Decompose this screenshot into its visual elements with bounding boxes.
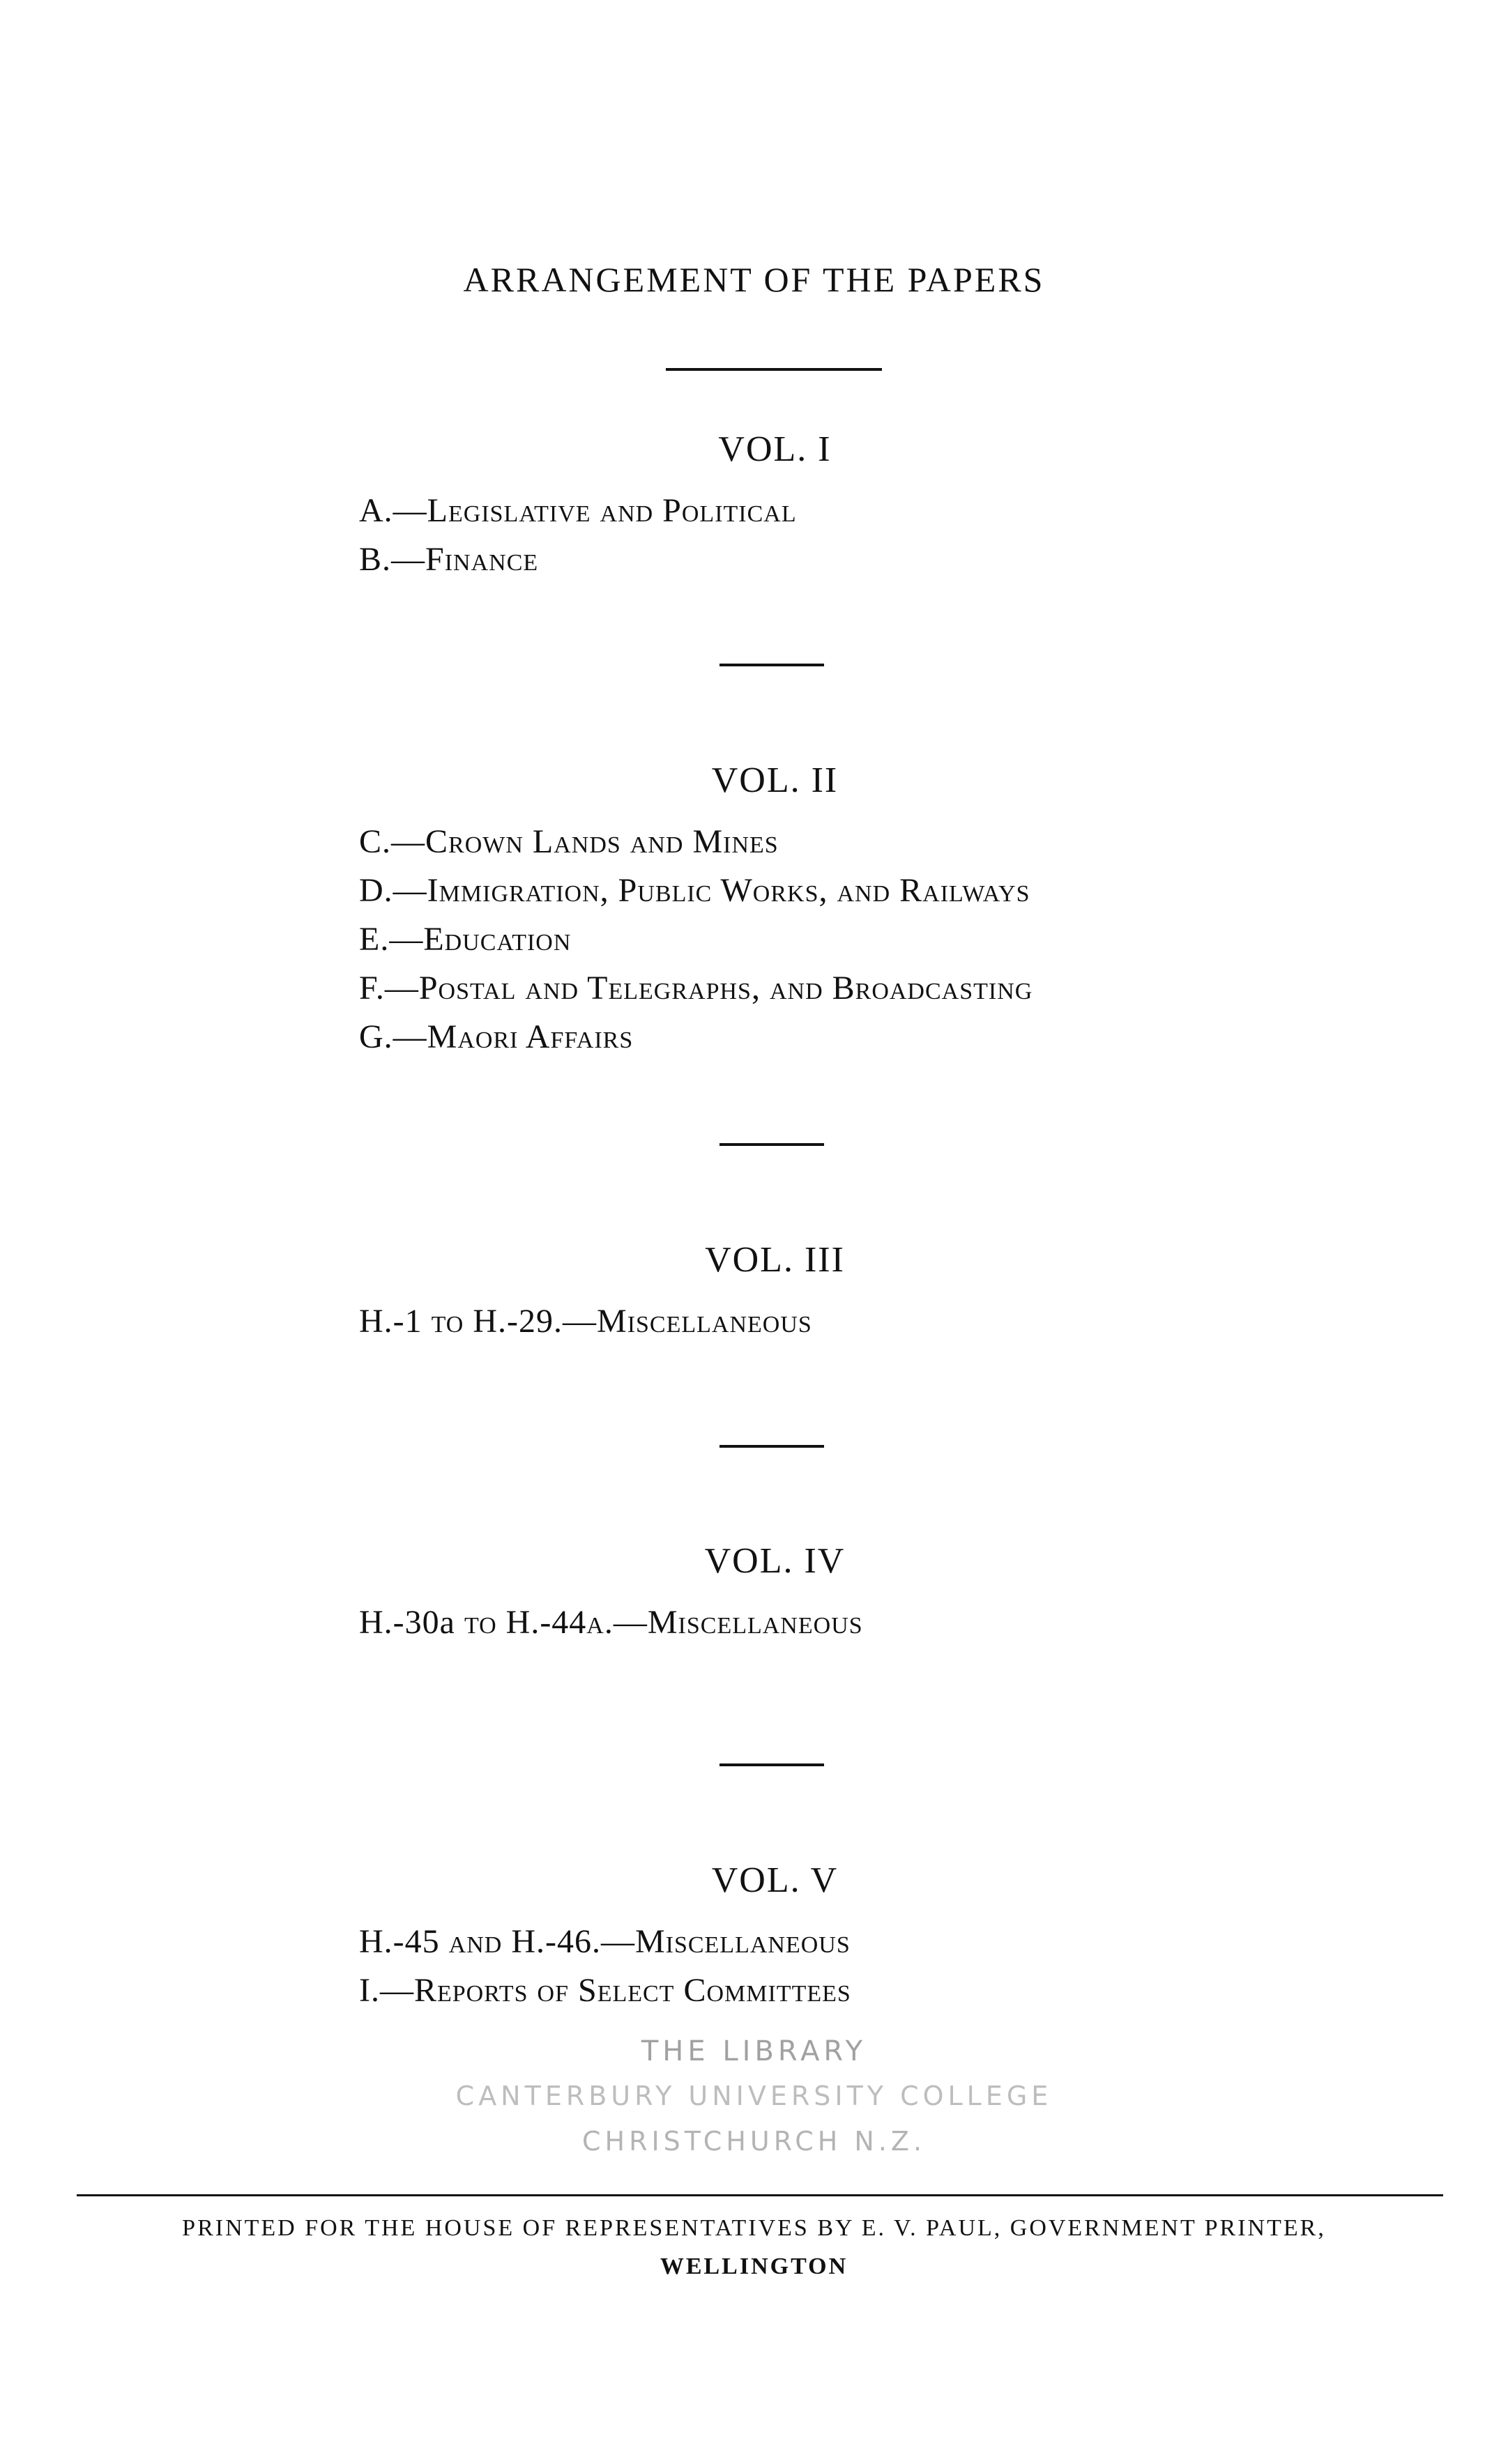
entry-code: H.-45 [359,1923,449,1960]
imprint-city: WELLINGTON [660,2253,848,2279]
volume-heading: VOL. I [718,429,832,469]
entry-code: H.-1 [359,1303,432,1340]
volume-entry [359,1018,633,1056]
volume-entry [359,1971,851,2010]
section-divider [719,664,824,666]
entry-text: Finance [425,541,539,578]
library-stamp-line: THE LIBRARY [641,2035,867,2067]
entry-code: H.-30a [359,1604,464,1641]
entry-text: to H.-44a.—Miscellaneous [464,1604,863,1641]
volume-heading: VOL. II [711,760,839,800]
footer-rule [77,2194,1443,2196]
title-divider [666,368,882,371]
entry-code: A.— [359,492,427,529]
entry-code: E.— [359,921,424,958]
volume-heading: VOL. IV [704,1541,846,1581]
volume-heading: VOL. V [711,1860,839,1900]
entry-code: G.— [359,1018,427,1055]
entry-code: I.— [359,1972,414,2009]
section-divider [719,1445,824,1448]
volume-entry [359,822,779,861]
page-title: ARRANGEMENT OF THE PAPERS [463,260,1045,299]
entry-text: Maori Affairs [427,1018,634,1055]
printer-imprint: PRINTED FOR THE HOUSE OF REPRESENTATIVES BY E. V. PAUL, GOVERNMENT PRINTER, [182,2215,1326,2241]
entry-text: Reports of Select Committees [413,1972,851,2009]
entry-code: C.— [359,823,426,860]
library-stamp-line: CHRISTCHURCH N.Z. [581,2126,927,2157]
section-divider [719,1763,824,1766]
entry-text: Postal and Telegraphs, and Broadcasting [418,970,1033,1007]
volume-entry [359,1603,863,1642]
library-stamp-line: CANTERBURY UNIVERSITY COLLEGE [455,2081,1053,2111]
entry-code: B.— [359,541,426,578]
volume-entry [359,920,571,958]
entry-text: and H.-46.—Miscellaneous [448,1923,851,1960]
section-divider [719,1143,824,1146]
volume-entry [359,1302,812,1340]
volume-entry [359,540,538,579]
entry-text: to H.-29.—Miscellaneous [431,1303,812,1340]
entry-text: Crown Lands and Mines [425,823,779,860]
entry-code: D.— [359,872,427,909]
entry-text: Education [423,921,572,958]
volume-entry [359,1922,851,1961]
volume-entry [359,491,797,530]
volume-heading: VOL. III [705,1240,845,1280]
volume-entry [359,969,1033,1007]
entry-code: F.— [359,970,419,1007]
entry-text: Immigration, Public Works, and Railways [427,872,1030,909]
entry-text: Legislative and Political [427,492,797,529]
volume-entry [359,871,1030,910]
